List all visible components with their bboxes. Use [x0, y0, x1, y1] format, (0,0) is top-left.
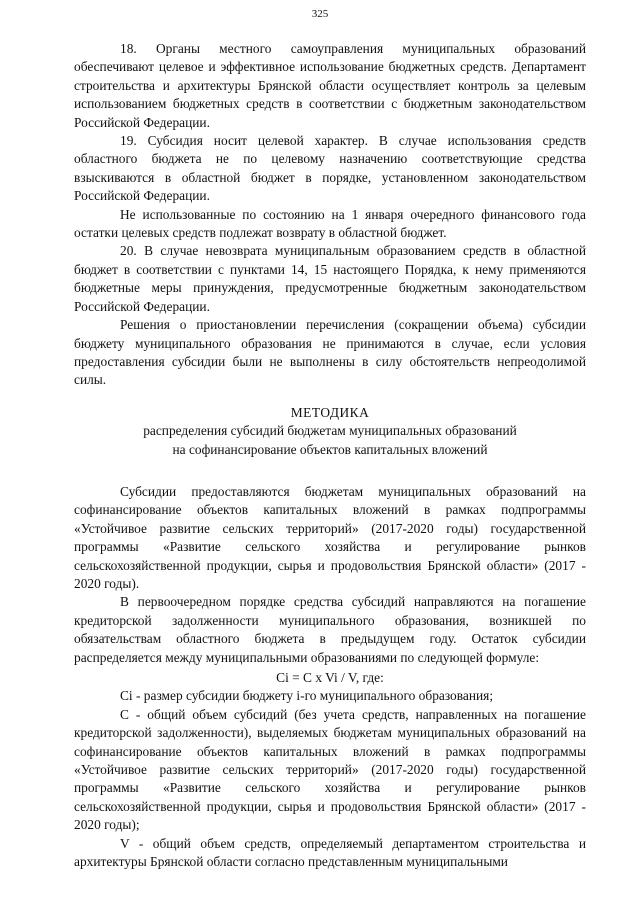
paragraph-priority-order: В первоочередном порядке средства субсидий направляются на погашение кредиторской задолженности муниципального образования, возникшей по обязательствам областного бюджета в предыдущем году. Остаток субсидии распределяется между муниципальными образованиями по следующей формуле: — [74, 594, 586, 665]
definition-v: V - общий объем средств, определяемый департаментом строительства и архитектуры Брянской области согласно представленным муниципальными — [74, 835, 586, 870]
document-body — [74, 40, 586, 871]
methodology-subtitle-line-2: на софинансирование объектов капитальных вложений — [172, 441, 488, 457]
paragraph-suspension-decisions: Решения о приостановлении перечисления (сокращении объема) субсидии бюджету муниципального образования не принимаются в случае, если условия предоставления субсидии были не выполнены в силу обстоятельств непреодолимой силы. — [74, 317, 586, 388]
paragraph-20: 20. В случае невозврата муниципальным образованием средств в областной бюджет в соответствии с пунктами 14, 15 настоящего Порядка, к нему применяются бюджетные меры принуждения, предусмотренные бюджетным законодательством Российской Федерации. — [74, 243, 586, 314]
paragraph-19: 19. Субсидия носит целевой характер. В случае использования средств областного бюджета не по целевому назначению соответствующие средства взыскиваются в областной бюджет в порядке, установленном законодательством Российской Федерации. — [74, 133, 586, 204]
methodology-heading: МЕТОДИКА — [290, 404, 370, 420]
methodology-title-block — [74, 404, 586, 459]
definition-c: C - общий объем субсидий (без учета средств, направленных на погашение кредиторской задолженности), выделяемых бюджетам муниципальных образований на софинансирование объектов капитальных вложений в рамках подпрограммы «Устойчивое развитие сельских территорий» (2017-2020 годы) государственной программы «Развитие сельского хозяйства и регулирование рынков сельскохозяйственной продукции, сырья и продовольствия Брянской области» (2017 - 2020 годы); — [74, 706, 586, 833]
paragraph-subsidies-provided: Субсидии предоставляются бюджетам муниципальных образований на софинансирование объектов капитальных вложений в рамках подпрограммы «Устойчивое развитие сельских территорий» (2017-2020 годы) государственной программы «Развитие сельского хозяйства и регулирование рынков сельскохозяйственной продукции, сырья и продовольствия Брянской области» (2017 - 2020 годы). — [74, 483, 586, 591]
page-number: 325 — [311, 8, 329, 20]
definition-ci: Ci - размер субсидии бюджету i-го муниципального образования; — [120, 688, 494, 704]
paragraph-unused-funds: Не использованные по состоянию на 1 января очередного финансового года остатки целевых средств подлежат возврату в областной бюджет. — [74, 206, 586, 241]
methodology-subtitle-line-1: распределения субсидий бюджетам муниципальных образований — [143, 423, 517, 439]
distribution-formula: Ci = C x Vi / V, где: — [276, 670, 384, 685]
paragraph-18: 18. Органы местного самоуправления муниципальных образований обеспечивают целевое и эффективное использование бюджетных средств. Департамент строительства и архитектуры Брянской области осуществляет контроль за целевым использованием бюджетных средств в соответствии с бюджетным законодательством Российской Федерации. — [74, 41, 586, 130]
